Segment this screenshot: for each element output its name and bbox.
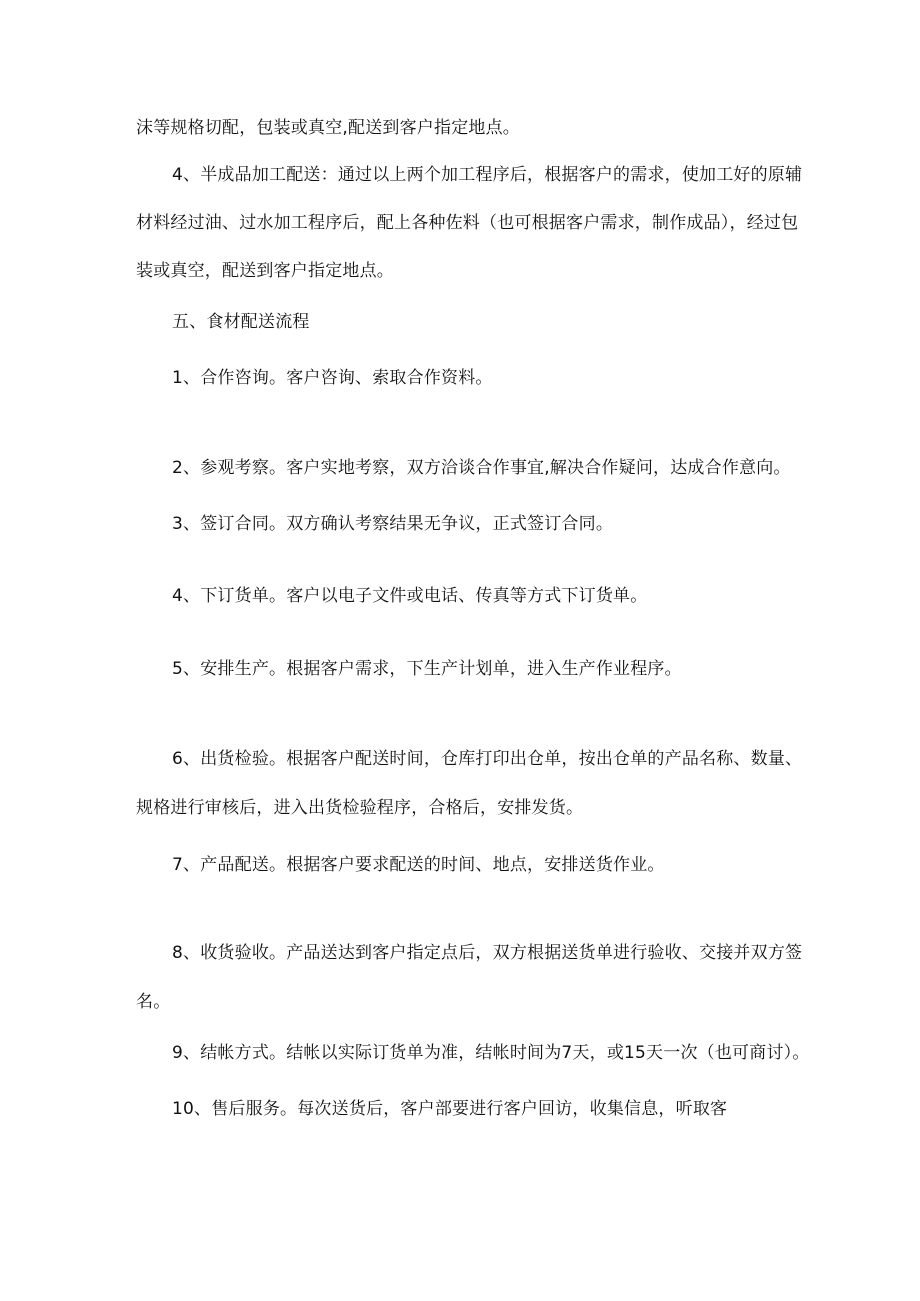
list-item-6-line-1: 6、出货检验。根据客户配送时间，仓库打印出仓单，按出仓单的产品名称、数量、	[172, 749, 803, 769]
list-item-5: 5、安排生产。根据客户需求，下生产计划单，进入生产作业程序。	[172, 659, 682, 679]
list-item-7: 7、产品配送。根据客户要求配送的时间、地点，安排送货作业。	[172, 855, 665, 875]
list-item-2: 2、参观考察。客户实地考察，双方洽谈合作事宜,解决合作疑问，达成合作意向。	[172, 458, 791, 478]
list-item-3: 3、签订合同。双方确认考察结果无争议，正式签订合同。	[172, 514, 614, 534]
paragraph-item-4-line-1: 4、半成品加工配送：通过以上两个加工程序后，根据客户的需求，使加工好的原辅	[172, 165, 803, 185]
paragraph-item-4-line-2: 材料经过油、过水加工程序后，配上各种佐料（也可根据客户需求，制作成品），经过包	[136, 213, 799, 233]
paragraph-continuation: 沫等规格切配，包装或真空,配送到客户指定地点。	[136, 118, 521, 138]
list-item-9: 9、结帐方式。结帐以实际订货单为准，结帐时间为7天，或15天一次（也可商讨）。	[172, 1043, 810, 1063]
list-item-8-line-1: 8、收货验收。产品送达到客户指定点后，双方根据送货单进行验收、交接并双方签	[172, 943, 803, 963]
list-item-4: 4、下订货单。客户以电子文件或电话、传真等方式下订货单。	[172, 586, 648, 606]
list-item-1: 1、合作咨询。客户咨询、索取合作资料。	[172, 368, 493, 388]
list-item-10: 10、售后服务。每次送货后，客户部要进行客户回访，收集信息，听取客	[172, 1099, 728, 1119]
list-item-6-line-2: 规格进行审核后，进入出货检验程序，合格后，安排发货。	[136, 798, 584, 818]
list-item-8-line-2: 名。	[136, 992, 171, 1012]
section-heading: 五、食材配送流程	[172, 312, 310, 332]
paragraph-item-4-line-3: 装或真空，配送到客户指定地点。	[136, 261, 394, 281]
